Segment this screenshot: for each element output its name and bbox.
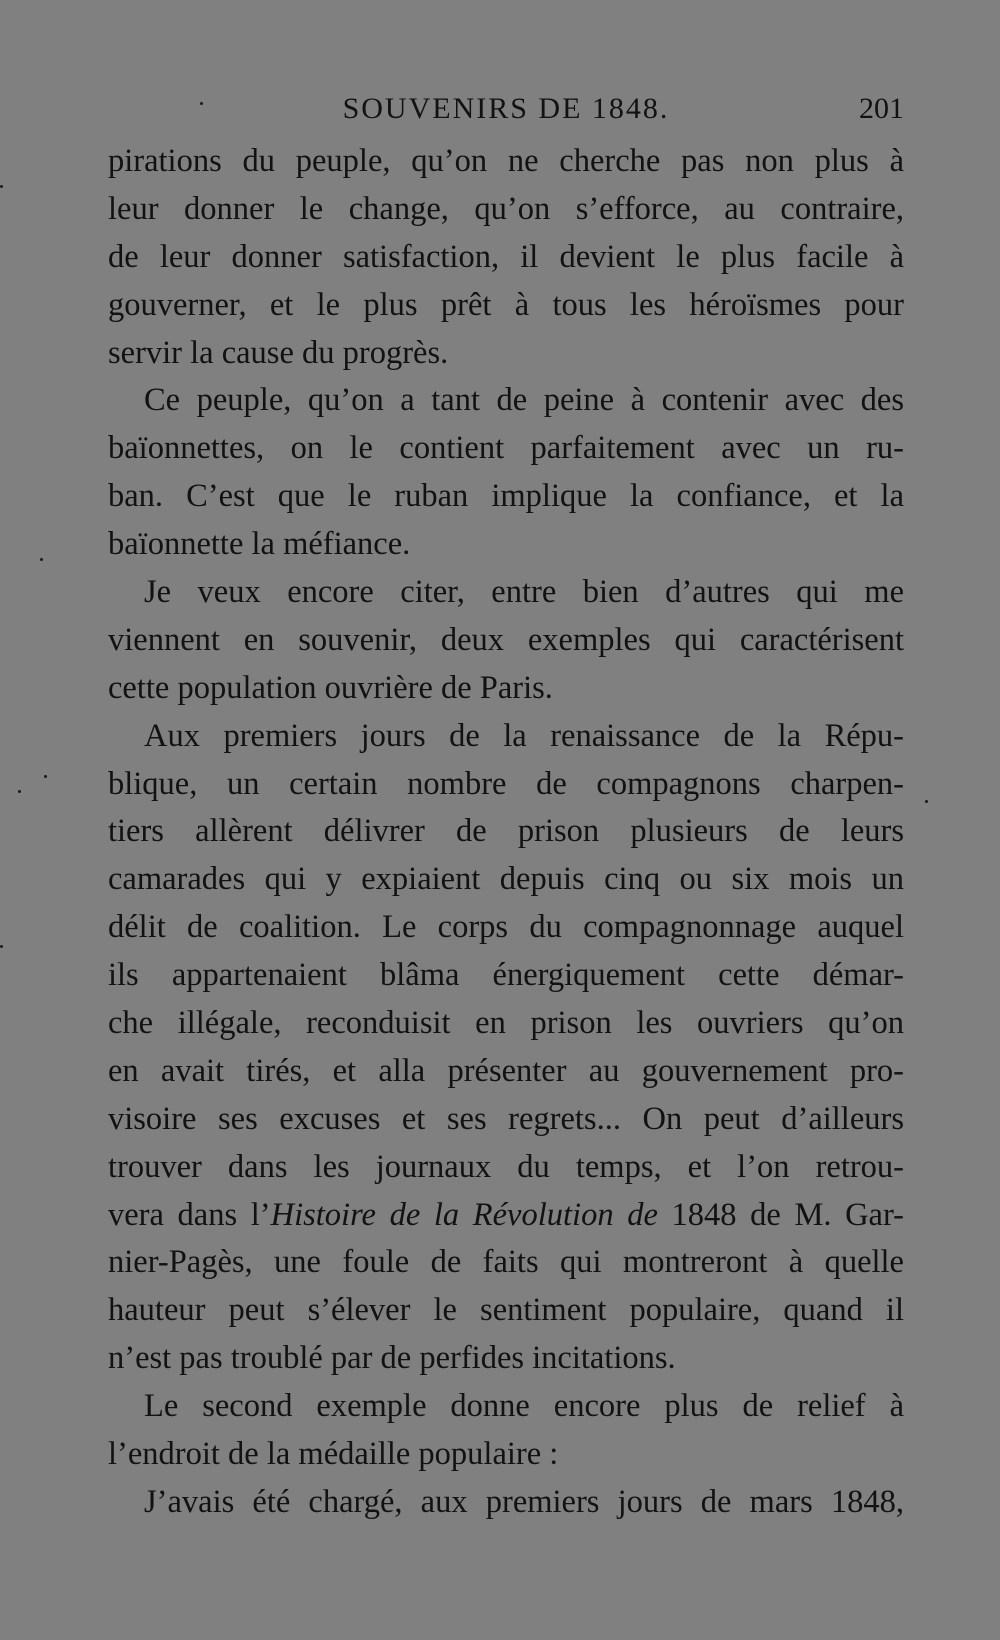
page-number: 201 [859,92,904,125]
line-segment: 1848 de M. Gar- [657,1196,904,1233]
text-line: Le second exemple donne encore plus de relief à [144,1388,904,1425]
text-line: hauteur peut s’élever le sentiment populaire, quand il [108,1292,904,1329]
text-line: tiers allèrent délivrer de prison plusieurs de leurs [108,813,904,850]
text-line: pirations du peuple, qu’on ne cherche pas non plus à [108,143,904,179]
book-title: Histoire de la Révolution de [270,1196,658,1233]
text-line: visoire ses excuses et ses regrets... On peut d’ailleurs [108,1100,904,1137]
text-line: blique, un certain nombre de compagnons charpen- [108,765,904,802]
scan-speck [18,790,21,793]
text-line: l’endroit de la médaille populaire : [108,1436,559,1473]
scan-speck [0,185,3,188]
text-line: servir la cause du progrès. [108,334,449,371]
text-line: baïonnette la méfiance. [108,526,411,563]
text-line: cette population ouvrière de Paris. [108,669,553,706]
text-line: leur donner le change, qu’on s’efforce, au contraire, [108,190,904,227]
text-line-histoire [108,1192,904,1240]
text-line: n’est pas troublé par de perfides incitations. [108,1340,676,1377]
text-line: Je veux encore citer, entre bien d’autres qui me [144,574,904,611]
text-line: J’avais été chargé, aux premiers jours de mars 1848, [144,1483,904,1520]
text-line: nier-Pagès, une foule de faits qui montreront à quelle [108,1244,904,1281]
text-line: Aux premiers jours de la renaissance de la Répu- [144,717,904,754]
page-header [108,86,904,132]
body-text [108,138,904,1527]
text-line: camarades qui y expiaient depuis cinq ou six mois un [108,861,904,898]
text-line: en avait tirés, et alla présenter au gouvernement pro- [108,1052,904,1089]
running-title: SOUVENIRS DE 1848. [342,92,670,125]
text-line: trouver dans les journaux du temps, et l’on retrou- [108,1148,904,1185]
text-line: de leur donner satisfaction, il devient le plus facile à [108,238,904,275]
text-line: ils appartenaient blâma énergiquement cette démar- [108,957,904,994]
text-line: gouverner, et le plus prêt à tous les héroïsmes pour [108,286,904,323]
text-line: viennent en souvenir, deux exemples qui caractérisent [108,621,904,658]
scan-speck [0,945,3,948]
scan-speck [40,558,43,561]
text-line: ban. C’est que le ruban implique la confiance, et la [108,478,904,515]
scan-speck [925,800,928,803]
line-segment: vera dans l’ [108,1196,271,1233]
scan-speck [200,102,203,105]
text-line: che illégale, reconduisit en prison les ouvriers qu’on [108,1005,904,1042]
text-line: baïonnettes, on le contient parfaitement avec un ru- [108,430,904,467]
text-line: délit de coalition. Le corps du compagnonnage auquel [108,909,904,946]
scan-speck [44,775,47,778]
text-line: Ce peuple, qu’on a tant de peine à contenir avec des [144,382,904,419]
